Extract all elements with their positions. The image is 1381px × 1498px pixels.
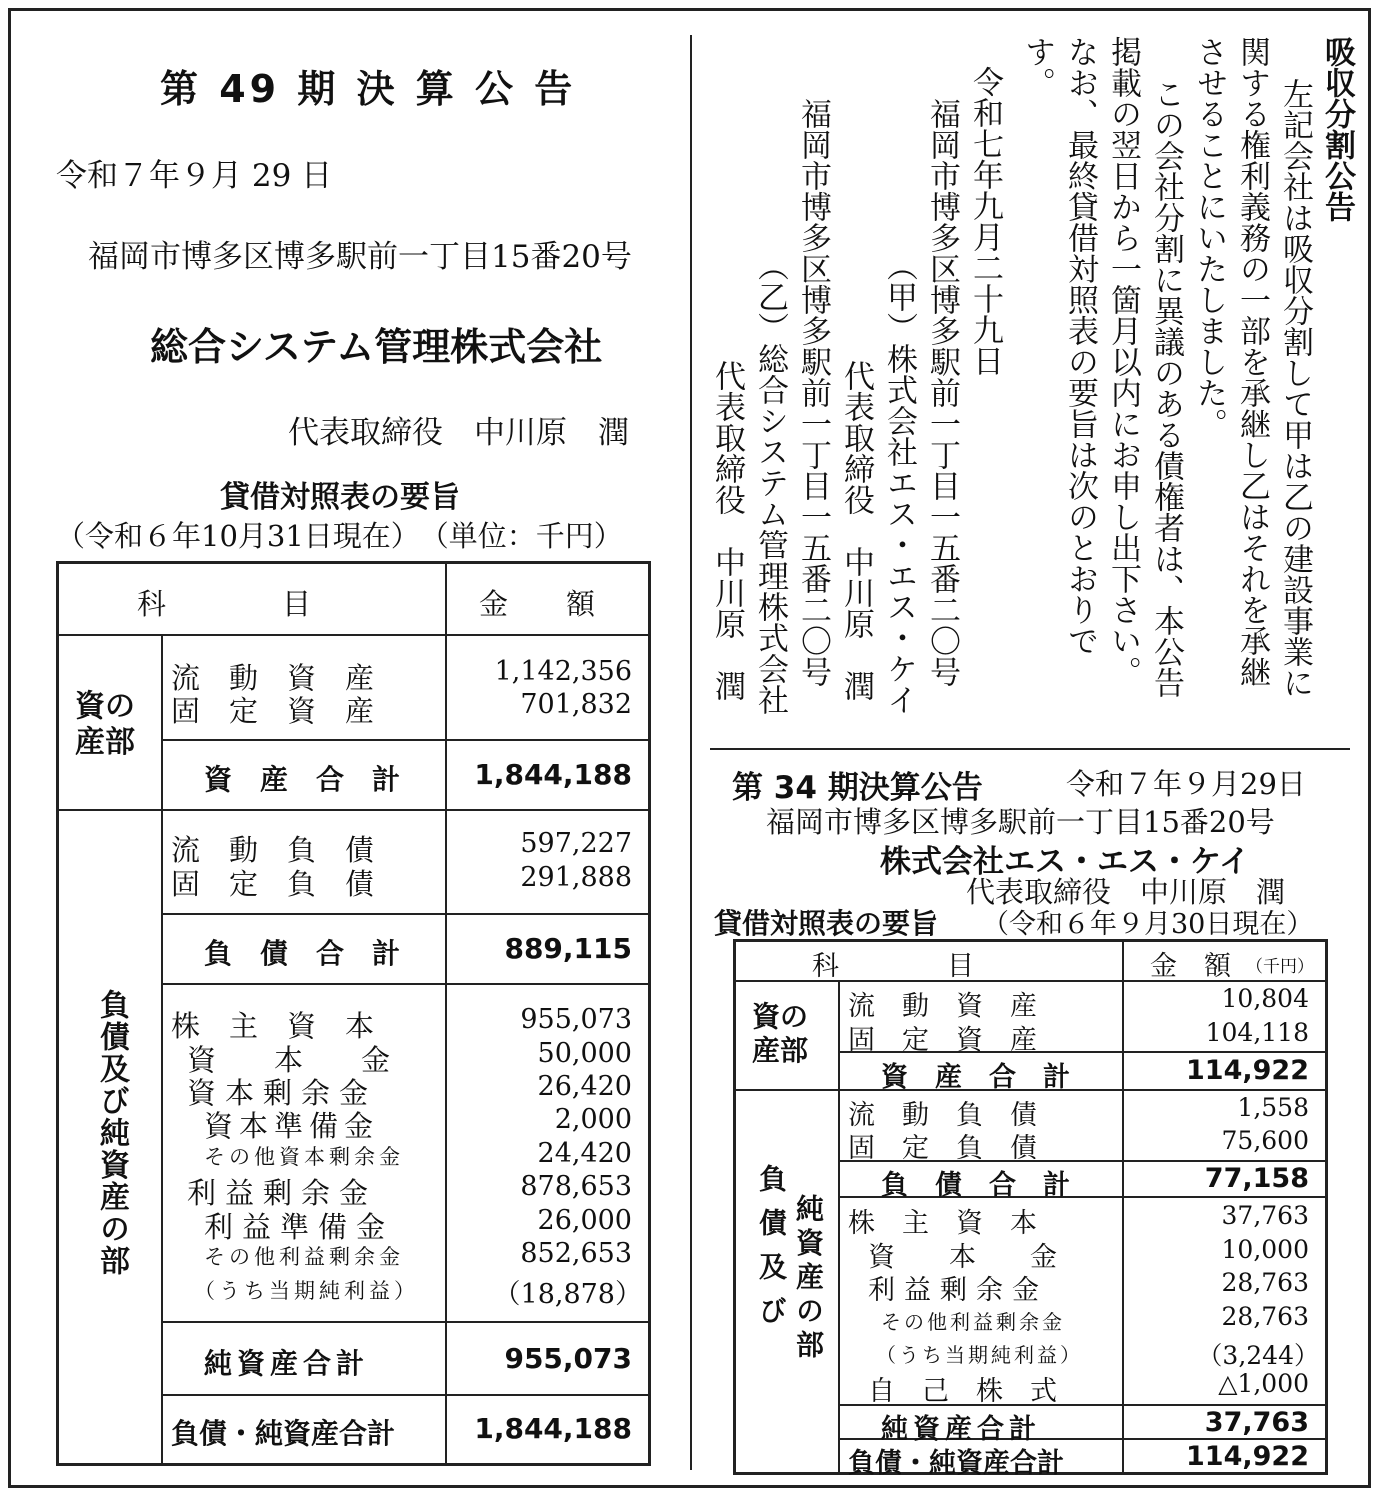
total-le-label: 負債・純資産合計 [848, 1448, 1064, 1479]
left-title: 第 49 期 決 算 公 告 [160, 67, 577, 111]
equity-row-label: 資 本 金 [868, 1242, 1057, 1273]
right-bs-subtitle: （令和６年９月30日現在） [982, 909, 1314, 940]
col-divider [1122, 942, 1124, 1472]
current-assets-value: 10,804 [1221, 984, 1309, 1013]
col-divider [161, 634, 163, 1466]
equity-row-value: △1,000 [1218, 1369, 1309, 1398]
equity-row-label: その他資本剰余金 [204, 1145, 404, 1169]
total-liab-label: 負 債 合 計 [881, 1170, 1070, 1201]
header-amount: 金 額 [479, 587, 596, 621]
row-divider [161, 739, 648, 741]
current-assets-label: 流 動 資 産 [171, 661, 375, 695]
notice-line: 福岡市博多区博多駅前一丁目一五番二〇号 [924, 98, 960, 687]
equity-row-value: 26,000 [537, 1205, 632, 1236]
left-address: 福岡市博多区博多駅前一丁目15番20号 [88, 239, 632, 275]
current-liab-value: 597,227 [520, 828, 632, 859]
col-divider [445, 564, 447, 1466]
row-divider [59, 634, 648, 636]
equity-row-value: 10,000 [1221, 1235, 1309, 1264]
equity-row-value: 26,420 [537, 1071, 632, 1102]
left-date: 令和７年９月 29 日 [56, 158, 333, 194]
equity-row-label: 資本準備金 [204, 1109, 380, 1143]
notice-line: 福岡市博多区博多駅前一丁目一五番二〇号 [795, 98, 831, 687]
equity-row-value: （18,878） [493, 1279, 642, 1310]
center-divider [690, 35, 692, 1470]
total-equity-value: 955,073 [504, 1342, 632, 1375]
fixed-liab-value: 291,888 [520, 862, 632, 893]
left-balance-table [56, 561, 651, 1466]
total-equity-label: 純資産合計 [204, 1347, 370, 1380]
total-le-label: 負債・純資産合計 [171, 1417, 396, 1450]
equity-row-value: 878,653 [520, 1171, 632, 1202]
notice-line: 令和七年九月二十九日 [967, 66, 1003, 376]
total-assets-label: 資 産 合 計 [204, 763, 401, 796]
liabilities-section-label-1: 純資産の部 [792, 1194, 825, 1364]
row-divider [161, 983, 648, 985]
total-liab-value: 77,158 [1204, 1163, 1309, 1194]
assets-section-label: 資の 産部 [75, 689, 135, 760]
total-le-value: 1,844,188 [474, 1412, 632, 1445]
total-equity-label: 純資産合計 [881, 1414, 1041, 1445]
notice-line: させることにいたしました。 [1191, 36, 1227, 439]
total-liab-label: 負 債 合 計 [204, 937, 401, 970]
equity-row-value: 852,653 [520, 1238, 632, 1269]
equity-row-label: （うち当期純利益） [194, 1279, 419, 1303]
equity-row-label: 利益剰余金 [187, 1176, 378, 1210]
notice-line: 左記会社は吸収分割して甲は乙の建設事業に [1277, 78, 1313, 698]
liabilities-section-label-2: 負債及び [755, 1164, 788, 1340]
current-assets-value: 1,142,356 [494, 656, 632, 687]
fixed-assets-value: 104,118 [1205, 1018, 1309, 1047]
right-date: 令和７年９月29日 [1066, 767, 1306, 801]
notice-line: （甲）株式会社エス・エス・ケイ [881, 250, 917, 715]
equity-row-label: 利益準備金 [204, 1210, 395, 1244]
notice-line: （乙）総合システム管理株式会社 [752, 250, 788, 715]
current-assets-label: 流 動 資 産 [848, 991, 1037, 1022]
right-address: 福岡市博多区博多駅前一丁目15番20号 [766, 805, 1275, 839]
notice-line: なお、最終貸借対照表の要旨は次のとおりで [1062, 36, 1098, 656]
right-bs-title: 貸借対照表の要旨 [714, 907, 939, 940]
right-representative: 代表取締役 中川原 潤 [966, 875, 1286, 909]
row-divider [161, 1321, 648, 1323]
fixed-liab-label: 固 定 負 債 [171, 867, 375, 901]
header-unit: （千円） [1246, 957, 1314, 977]
notice-line: 代表取締役 中川原 潤 [709, 360, 745, 701]
equity-row-value: 955,073 [520, 1004, 632, 1035]
total-assets-value: 114,922 [1186, 1055, 1309, 1086]
row-divider [59, 809, 648, 811]
current-liab-label: 流 動 負 債 [171, 833, 375, 867]
equity-row-value: 37,763 [1221, 1201, 1309, 1230]
equity-row-label: その他利益剰余金 [881, 1310, 1065, 1334]
header-item: 科 目 [812, 951, 974, 982]
liabilities-section-label: 負債及び純資産の部 [94, 989, 129, 1277]
left-company: 総合システム管理株式会社 [150, 325, 603, 369]
right-company: 株式会社エス・エス・ケイ [880, 844, 1250, 880]
equity-row-label: その他利益剰余金 [204, 1245, 404, 1269]
equity-row-label: 資本剰余金 [187, 1076, 378, 1110]
equity-row-label: 利益剰余金 [868, 1275, 1048, 1306]
left-bs-subtitle: （令和６年10月31日現在） （単位：千円） [56, 519, 623, 553]
left-representative: 代表取締役 中川原 潤 [288, 415, 629, 451]
fixed-assets-label: 固 定 資 産 [848, 1025, 1037, 1056]
assets-section-label: 資の 産部 [752, 1000, 809, 1067]
equity-row-label: 株 主 資 本 [848, 1208, 1037, 1239]
right-balance-table [733, 939, 1328, 1479]
total-assets-label: 資 産 合 計 [881, 1062, 1070, 1093]
equity-row-value: 24,420 [537, 1138, 632, 1169]
row-divider [161, 1394, 648, 1396]
header-item: 科 目 [137, 587, 312, 621]
total-assets-value: 1,844,188 [474, 758, 632, 791]
equity-row-value: （3,244） [1197, 1341, 1319, 1370]
current-liab-value: 1,558 [1237, 1093, 1309, 1122]
left-bs-title: 貸借対照表の要旨 [220, 480, 460, 515]
equity-row-label: （うち当期純利益） [876, 1343, 1083, 1367]
fixed-liab-value: 75,600 [1221, 1126, 1309, 1155]
row-divider [161, 913, 648, 915]
equity-row-value: 28,763 [1221, 1302, 1309, 1331]
equity-row-value: 50,000 [537, 1038, 632, 1069]
notice-line: 掲載の翌日から一箇月以内にお申し出下さい。 [1105, 36, 1141, 687]
notice-line: この会社分割に異議のある債権者は、本公告 [1148, 78, 1184, 698]
total-le-value: 114,922 [1186, 1441, 1309, 1472]
section-divider [710, 748, 1350, 750]
notice-line: す。 [1019, 36, 1055, 98]
notice-line: 関する権利義務の一部を承継し乙はそれを承継 [1234, 36, 1270, 687]
fixed-assets-value: 701,832 [520, 689, 632, 720]
fixed-liab-label: 固 定 負 債 [848, 1133, 1037, 1164]
notice-title: 吸収分割公告 [1319, 36, 1355, 222]
col-divider [838, 980, 840, 1472]
equity-row-value: 28,763 [1221, 1268, 1309, 1297]
equity-row-label: 資 本 金 [187, 1043, 391, 1077]
equity-row-value: 2,000 [554, 1104, 632, 1135]
notice-line: 代表取締役 中川原 潤 [838, 360, 874, 701]
current-liab-label: 流 動 負 債 [848, 1100, 1037, 1131]
total-equity-value: 37,763 [1204, 1407, 1309, 1438]
right-title: 第 34 期決算公告 [732, 770, 983, 806]
equity-row-label: 株 主 資 本 [171, 1009, 375, 1043]
header-amount: 金 額 [1150, 951, 1231, 982]
equity-row-label: 自 己 株 式 [868, 1376, 1057, 1407]
fixed-assets-label: 固 定 資 産 [171, 694, 375, 728]
total-liab-value: 889,115 [504, 932, 632, 965]
